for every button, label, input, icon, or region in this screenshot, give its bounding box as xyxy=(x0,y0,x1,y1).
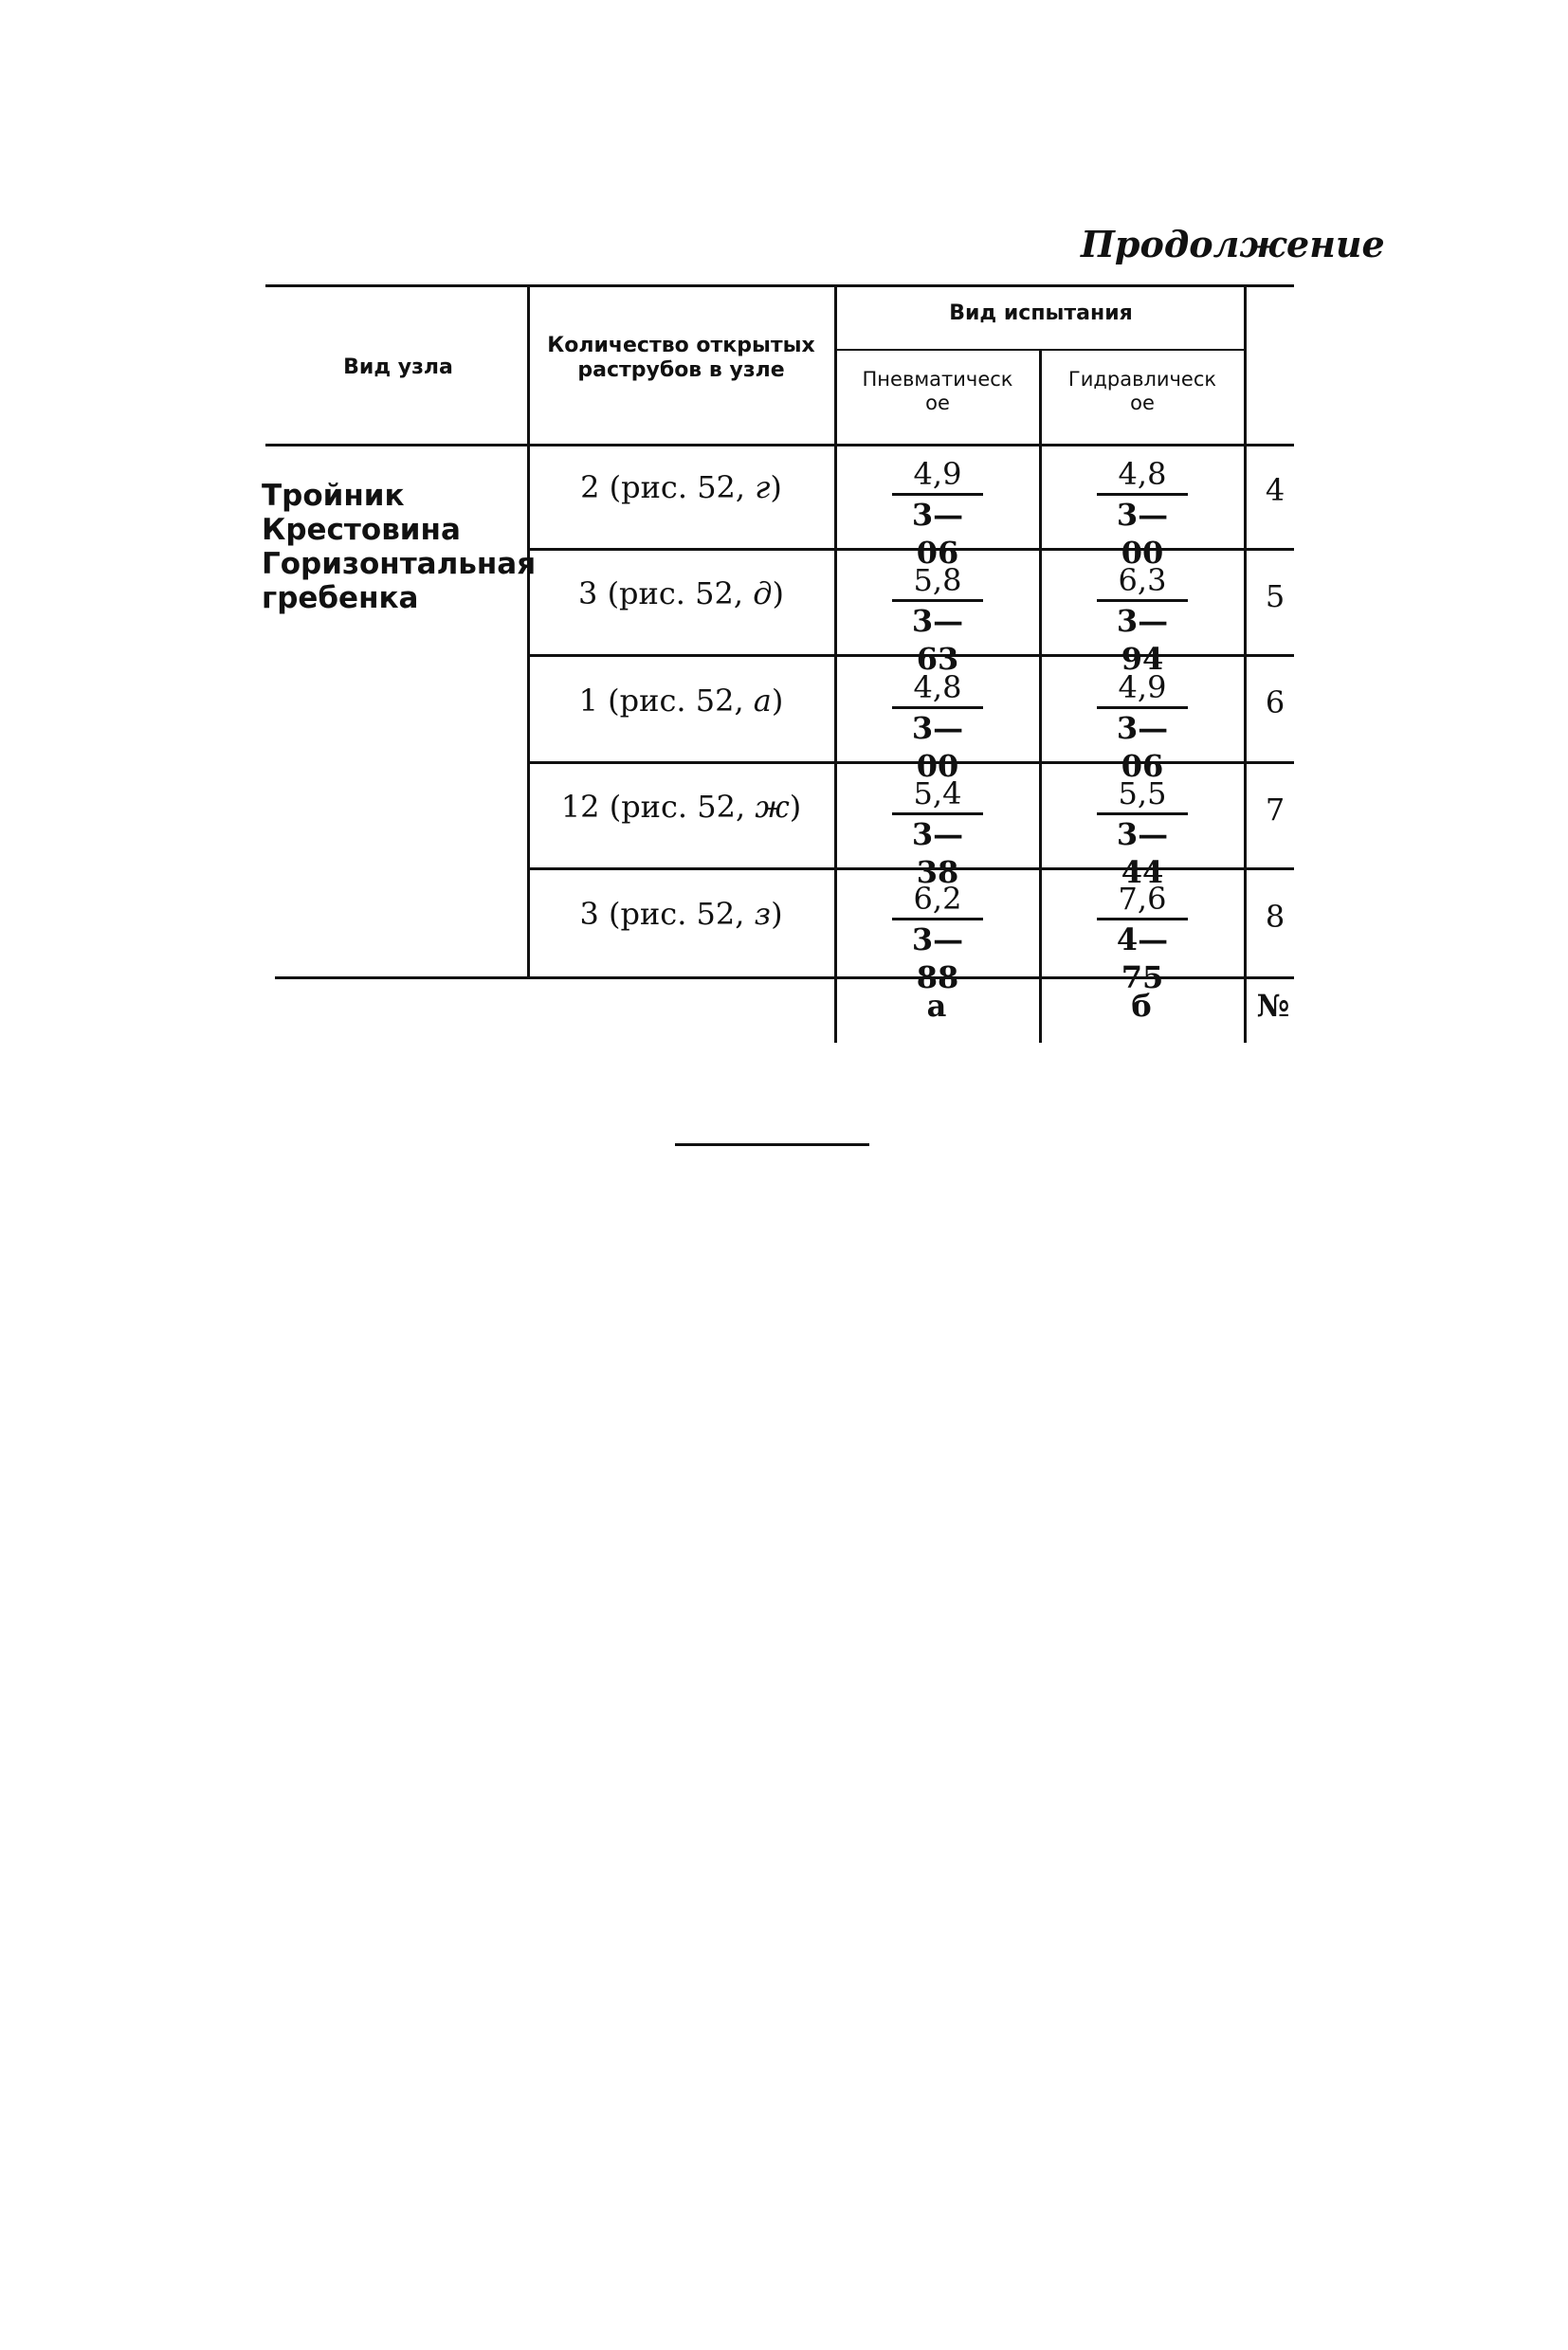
node-type-item: Тройник xyxy=(262,479,405,513)
fraction-denominator: 3—00 xyxy=(1097,493,1188,572)
socket-count xyxy=(537,683,826,719)
row-number: 6 xyxy=(1265,684,1285,720)
fraction-numerator: 5,5 xyxy=(1118,775,1167,811)
fraction-denominator: 3—63 xyxy=(892,599,983,678)
count-figure-letter: з xyxy=(754,896,772,932)
fraction-numerator: 6,3 xyxy=(1118,562,1167,598)
node-type-item: Крестовина xyxy=(262,513,461,547)
row-number: 4 xyxy=(1265,472,1285,508)
col-sep-4 xyxy=(1244,284,1247,1043)
header-pneumatic: Пневматическое xyxy=(862,368,1013,414)
hydraulic-fraction xyxy=(1071,561,1213,678)
count-close: ) xyxy=(770,469,782,505)
count-figure-ref: (рис. 52, xyxy=(608,896,745,932)
fraction-denominator: 3—06 xyxy=(892,493,983,572)
count-figure-letter: г xyxy=(755,469,771,505)
node-type-list xyxy=(262,479,536,615)
fraction-numerator: 4,9 xyxy=(913,456,962,492)
header-hydraulic: Гидравлическое xyxy=(1067,368,1217,414)
fraction-denominator: 3—88 xyxy=(892,918,983,996)
header-open-sockets: Количество открытых раструбов в узле xyxy=(547,334,815,382)
continuation-label: Продолжение xyxy=(1081,223,1385,265)
node-type-item: гребенка xyxy=(262,581,419,615)
node-type-item: Горизонтальная xyxy=(262,547,537,581)
fraction-numerator: 6,2 xyxy=(913,881,962,917)
fraction-numerator: 5,8 xyxy=(913,562,962,598)
count-figure-ref: (рис. 52, xyxy=(609,789,746,825)
fraction-numerator: 4,8 xyxy=(913,669,962,705)
header-bottom-rule xyxy=(265,444,1294,446)
row-number: 5 xyxy=(1265,578,1285,614)
col-sep-3 xyxy=(1039,349,1042,1043)
fraction-denominator: 3—94 xyxy=(1097,599,1188,678)
count-figure-ref: (рис. 52, xyxy=(608,683,744,719)
socket-count xyxy=(537,789,826,825)
pneumatic-fraction xyxy=(866,774,1009,891)
fraction-numerator: 7,6 xyxy=(1118,881,1167,917)
count-figure-letter: а xyxy=(753,683,772,719)
count-figure-letter: д xyxy=(753,575,773,611)
row-number: 7 xyxy=(1265,792,1285,828)
column-marker-no: № xyxy=(1256,988,1290,1024)
hydraulic-fraction xyxy=(1071,455,1213,572)
count-number: 3 xyxy=(578,575,598,611)
fraction-denominator: 3—44 xyxy=(1097,812,1188,891)
count-close: ) xyxy=(771,896,783,932)
socket-count xyxy=(537,575,826,611)
fraction-denominator: 4—75 xyxy=(1097,918,1188,996)
pneumatic-fraction xyxy=(866,668,1009,785)
fraction-denominator: 3—00 xyxy=(892,706,983,785)
row-number: 8 xyxy=(1265,899,1285,935)
count-number: 3 xyxy=(579,896,599,932)
col-sep-2 xyxy=(834,284,837,1043)
closing-rule xyxy=(675,1143,869,1146)
header-test-type: Вид испытания xyxy=(949,301,1133,325)
count-number: 12 xyxy=(560,789,600,825)
fraction-numerator: 5,4 xyxy=(913,775,962,811)
pneumatic-fraction xyxy=(866,455,1009,572)
count-close: ) xyxy=(772,575,784,611)
hydraulic-fraction xyxy=(1071,668,1213,785)
count-figure-ref: (рис. 52, xyxy=(607,575,744,611)
fraction-numerator: 4,8 xyxy=(1118,456,1167,492)
fraction-denominator: 3—38 xyxy=(892,812,983,891)
column-marker-b: б xyxy=(1131,988,1152,1024)
count-number: 2 xyxy=(580,469,600,505)
count-close: ) xyxy=(789,789,802,825)
col-sep-1 xyxy=(527,284,530,976)
count-figure-letter: ж xyxy=(755,789,790,825)
socket-count xyxy=(537,469,826,505)
pneumatic-fraction xyxy=(866,561,1009,678)
column-marker-a: а xyxy=(926,988,947,1024)
pneumatic-fraction xyxy=(866,880,1009,996)
fraction-numerator: 4,9 xyxy=(1118,669,1167,705)
table-top-rule xyxy=(265,284,1294,287)
fraction-denominator: 3—06 xyxy=(1097,706,1188,785)
header-node-type: Вид узла xyxy=(343,355,453,379)
hydraulic-fraction xyxy=(1071,774,1213,891)
count-close: ) xyxy=(771,683,784,719)
count-number: 1 xyxy=(578,683,598,719)
count-figure-ref: (рис. 52, xyxy=(609,469,746,505)
socket-count xyxy=(537,896,826,932)
hydraulic-fraction xyxy=(1071,880,1213,996)
